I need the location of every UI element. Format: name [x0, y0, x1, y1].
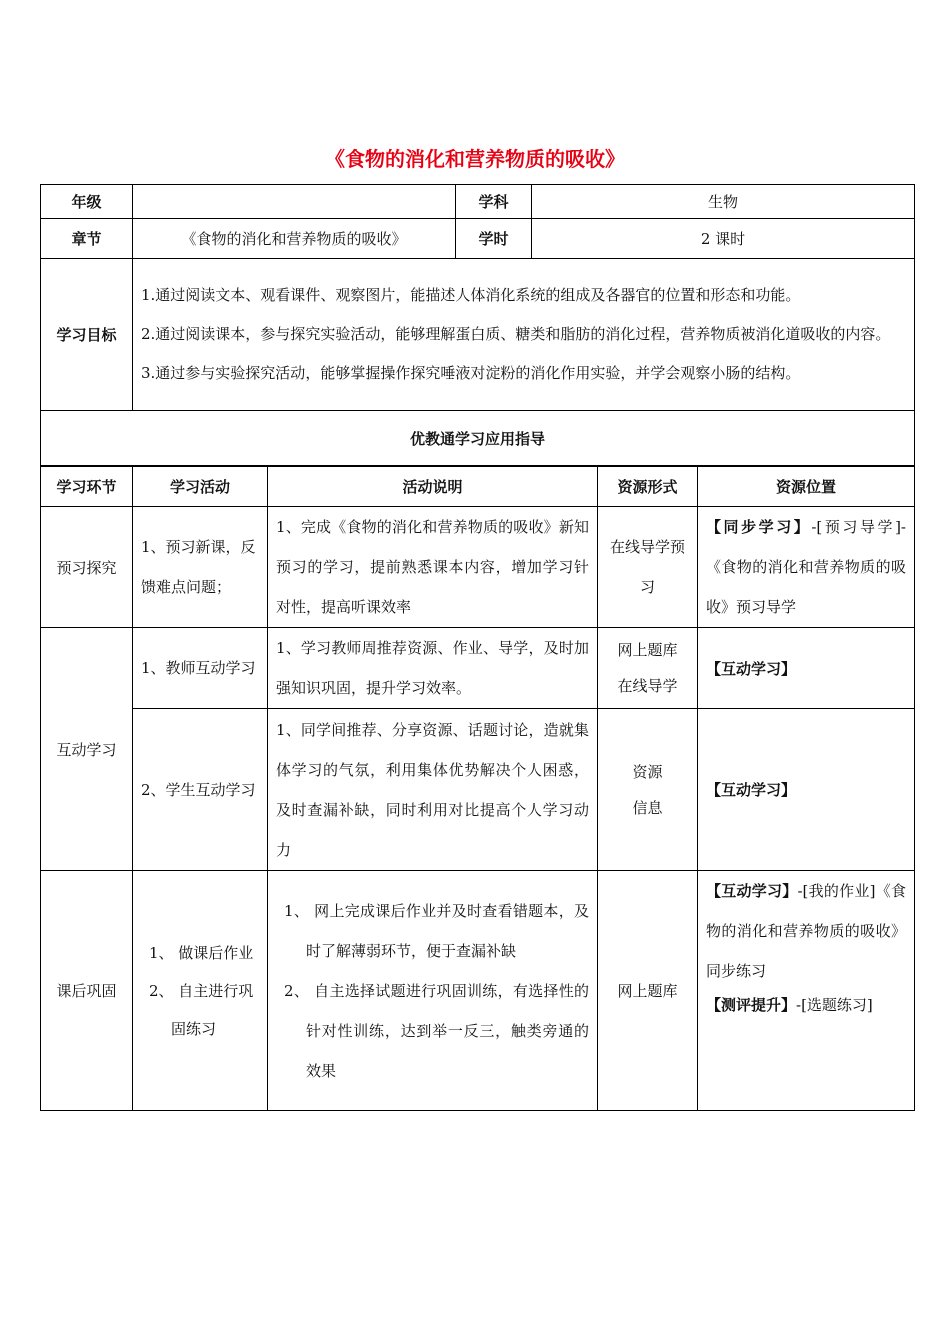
info-table	[40, 184, 915, 466]
goals-cell	[133, 259, 915, 411]
desc-item: 2、 自主选择试题进行巩固训练，有选择性的针对性训练，达到举一反三，触类旁通的效果	[284, 981, 589, 1080]
resource-preview: 在线导学预习	[598, 507, 698, 628]
location-line	[706, 871, 906, 991]
location-bold: 【互动学习】	[706, 882, 798, 900]
desc-item: 1、 网上完成课后作业并及时查看错题本，及时了解薄弱环节，便于查漏补缺	[284, 901, 589, 960]
location-preview	[698, 507, 915, 628]
location-student: 【互动学习】	[698, 709, 915, 871]
column-header: 学习活动	[133, 467, 268, 507]
goal-item: 2.通过阅读课本，参与探究实验活动，能够理解蛋白质、糖类和脂肪的消化过程，营养物质被消化道吸收的内容。	[141, 325, 891, 343]
subject-value: 生物	[532, 185, 915, 219]
guide-title: 优教通学习应用指导	[41, 411, 915, 466]
location-review	[698, 871, 915, 1111]
resource-line: 资源	[632, 762, 663, 781]
location-rest: -[我的作业]《食物的消化和营养物质的吸收》同步练习	[706, 882, 906, 980]
stage-interact: 互动学习	[41, 628, 133, 871]
desc-review	[268, 871, 598, 1111]
hours-value: 2 课时	[532, 219, 915, 259]
chapter-value: 《食物的消化和营养物质的吸收》	[133, 219, 456, 259]
resource-teacher	[598, 628, 698, 709]
goal-item: 3.通过参与实验探究活动，能够掌握操作探究唾液对淀粉的消化作用实验，并学会观察小肠的结构。	[141, 364, 801, 382]
resource-review: 网上题库	[598, 871, 698, 1111]
activity-teacher: 1、教师互动学习	[133, 628, 268, 709]
location-bold: 【同步学习】	[706, 518, 812, 536]
location-line	[706, 985, 906, 1025]
guide-table	[40, 466, 915, 1111]
hours-label: 学时	[456, 219, 532, 259]
location-rest: -[选题练习]	[796, 996, 873, 1014]
location-teacher: 【互动学习】	[698, 628, 915, 709]
column-header: 资源位置	[698, 467, 915, 507]
column-header: 学习环节	[41, 467, 133, 507]
activity-student: 2、学生互动学习	[133, 709, 268, 871]
resource-line: 信息	[632, 798, 663, 817]
column-header: 活动说明	[268, 467, 598, 507]
stage-review: 课后巩固	[41, 871, 133, 1111]
desc-teacher: 1、学习教师周推荐资源、作业、导学，及时加强知识巩固，提升学习效率。	[268, 628, 598, 709]
activity-preview: 1、预习新课，反馈难点问题；	[133, 507, 268, 628]
activity-review	[133, 871, 268, 1111]
activity-item: 1、 做课后作业	[149, 943, 254, 962]
goal-item: 1.通过阅读文本、观看课件、观察图片，能描述人体消化系统的组成及各器官的位置和形态和功能。	[141, 286, 801, 304]
location-bold: 【测评提升】	[706, 996, 797, 1014]
goals-label: 学习目标	[41, 259, 133, 411]
resource-line: 网上题库	[617, 641, 678, 659]
grade-value	[133, 185, 456, 219]
chapter-label: 章节	[41, 219, 133, 259]
stage-preview: 预习探究	[41, 507, 133, 628]
document-title: 《食物的消化和营养物质的吸收》	[325, 147, 625, 171]
subject-label: 学科	[456, 185, 532, 219]
resource-line: 在线导学	[617, 677, 678, 695]
desc-student: 1、同学间推荐、分享资源、话题讨论，造就集体学习的气氛，利用集体优势解决个人困惑，及时查漏补缺，同时利用对比提高个人学习动力	[268, 709, 598, 871]
desc-preview: 1、完成《食物的消化和营养物质的吸收》新知预习的学习，提前熟悉课本内容，增加学习针对性，提高听课效率	[268, 507, 598, 628]
activity-item: 2、 自主进行巩固练习	[149, 981, 254, 1038]
location-rest: -[预习导学]- 《食物的消化和营养物质的吸收》预习导学	[706, 518, 906, 616]
resource-student	[598, 709, 698, 871]
column-header: 资源形式	[598, 467, 698, 507]
grade-label: 年级	[41, 185, 133, 219]
